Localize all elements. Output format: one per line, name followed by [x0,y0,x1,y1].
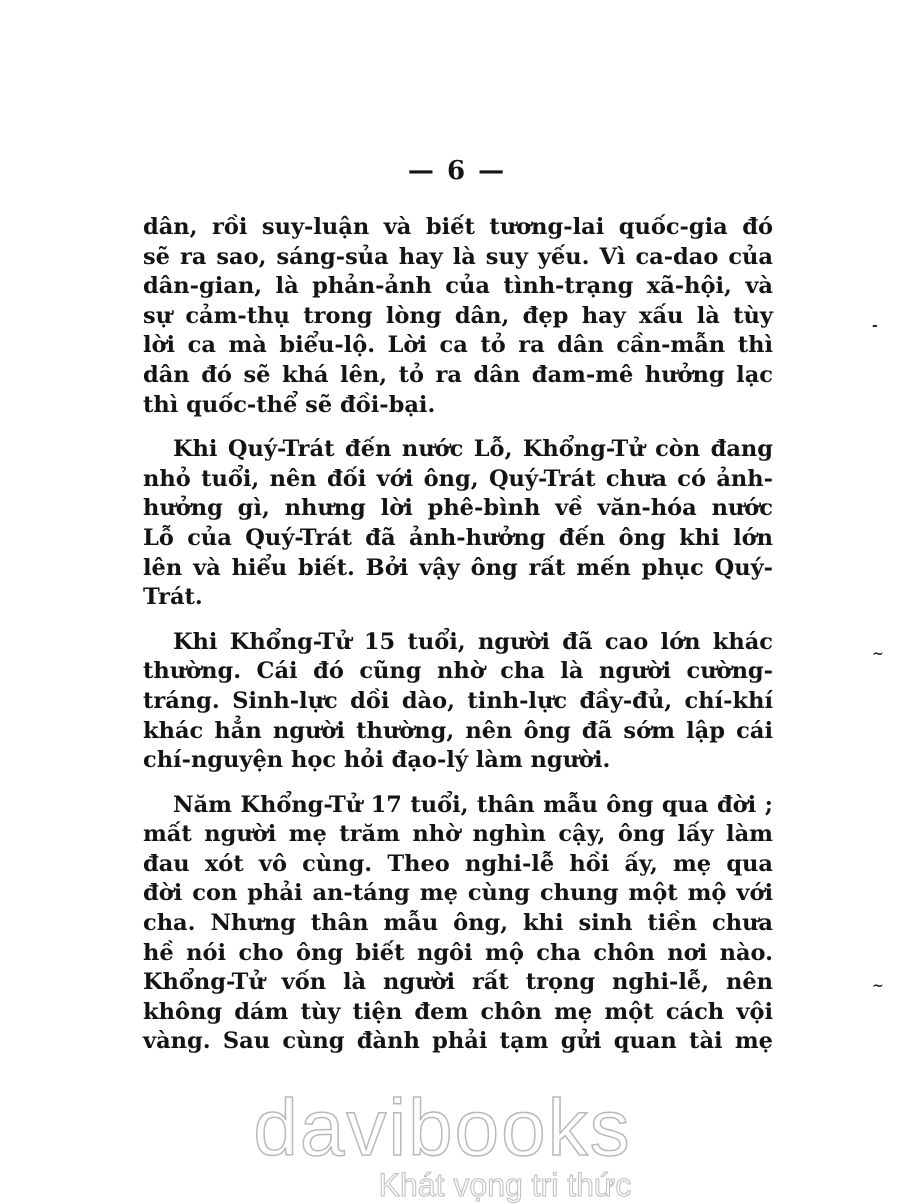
paragraph [143,213,773,420]
text-line: thì quốc-thể sẽ đồi-bại. [143,391,436,418]
text-line: mất người mẹ trăm nhờ nghìn cậy, ông lấy làm [143,821,773,848]
text-line: hề nói cho ông biết ngôi mộ cha chôn nơi nào. [143,939,773,966]
text-line: hưởng gì, nhưng lời phê-bình về văn-hóa nước [143,495,773,522]
text-line: Năm Khổng-Tử 17 tuổi, thân mẫu ông qua đời ; [173,791,773,818]
text-line: đau xót vô cùng. Theo nghi-lễ hồi ấy, mẹ qua [143,850,773,877]
text-line: Khổng-Tử vốn là người rất trọng nghi-lễ, nên [143,969,773,996]
text-line: Trát. [143,584,203,611]
watermark-tagline: Khát vọng tri thức [378,1167,632,1203]
paragraph [143,435,773,613]
text-line: nhỏ tuổi, nên đối với ông, Quý-Trát chưa có ảnh- [143,465,773,492]
text-line: lên và hiểu biết. Bởi vậy ông rất mến phục Quý- [143,554,773,581]
text-line: lời ca mà biểu-lộ. Lời ca tỏ ra dân cần-mẫn thì [143,332,773,359]
text-line: dân đó sẽ khá lên, tỏ ra dân đam-mê hưởng lạc [143,361,773,388]
text-line: Khi Khổng-Tử 15 tuổi, người đã cao lớn khác [173,628,773,655]
scan-mark: ~ [872,978,884,994]
scan-mark: ~ [872,646,884,662]
text-line: cha. Nhưng thân mẫu ông, khi sinh tiền chưa [143,910,773,937]
text-line: vàng. Sau cùng đành phải tạm gửi quan tài mẹ [143,1028,773,1055]
text-line: khác hẳn người thường, nên ông đã sớm lập cái [143,717,773,744]
text-line: không dám tùy tiện đem chôn mẹ một cách vội [143,998,773,1025]
watermark-logo: davibooks [253,1083,632,1172]
body-text [143,213,773,1057]
paragraph [143,791,773,1057]
paragraph [143,628,773,776]
text-line: chí-nguyện học hỏi đạo-lý làm người. [143,747,611,774]
scan-mark: - [872,318,878,334]
text-line: sẽ ra sao, sáng-sủa hay là suy yếu. Vì ca-dao của [143,243,773,270]
page-number: — 6 — [407,156,507,186]
text-line: Lỗ của Quý-Trát đã ảnh-hưởng đến ông khi lớn [143,524,773,551]
text-line: Khi Quý-Trát đến nước Lỗ, Khổng-Tử còn đang [173,436,773,463]
text-line: đời con phải an-táng mẹ cùng chung một mộ với [143,880,773,907]
text-line: dân-gian, là phản-ảnh của tình-trạng xã-hội, và [143,273,773,300]
text-line: thường. Cái đó cũng nhờ cha là người cường- [143,658,773,685]
watermark [0,1083,900,1204]
text-line: tráng. Sinh-lực dồi dào, tinh-lực đầy-đủ, chí-khí [143,687,773,714]
text-line: sự cảm-thụ trong lòng dân, đẹp hay xấu là tùy [143,302,773,329]
text-line: dân, rồi suy-luận và biết tương-lai quốc-gia đó [143,214,773,240]
